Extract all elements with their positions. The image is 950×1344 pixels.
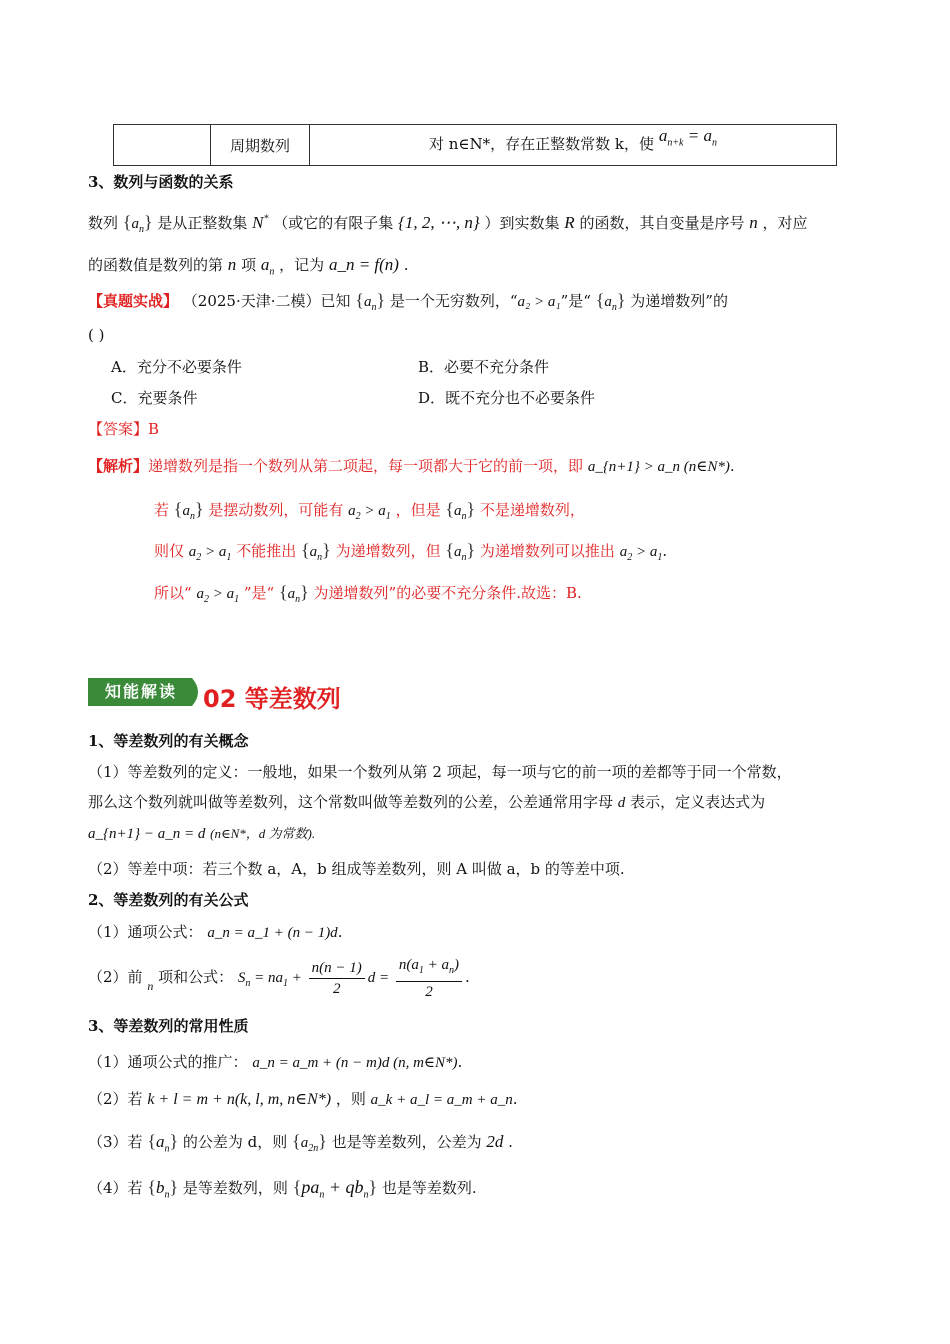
periodic-sequence-table [113, 124, 837, 166]
table-empty-cell [114, 125, 211, 166]
heading-arith-concepts: 1、等差数列的有关概念 [88, 732, 249, 750]
option-c: C．充要条件 [111, 389, 198, 407]
option-b: B．必要不充分条件 [418, 358, 550, 376]
analysis-line1: 【解析】递增数列是指一个数列从第二项起，每一项都大于它的前一项，即 a_{n+1} > a_n (n∈N*). [88, 457, 735, 475]
section-title: 02 等差数列 [203, 685, 341, 713]
arith-definition-line1: （1）等差数列的定义：一般地，如果一个数列从第 2 项起，每一项与它的前一项的差都等于同一个常数， [88, 763, 792, 781]
answer-tag: 【答案】 [88, 420, 149, 438]
arith-middle-term: （2）等差中项：若三个数 a，A，b 组成等差数列，则 A 叫做 a，b 的等差中项. [88, 860, 625, 878]
property-2: （2）若 k + l = m + n(k, l, m, n∈N*) ，则 a_k + a_l = a_m + a_n. [88, 1090, 518, 1108]
analysis-line4: 所以“ $a_2 > a_1$ ”是“ $\{a_n\}$ 为递增数列”的必要不充分条件.故选：B. [154, 582, 582, 605]
sum-formula: （2）前 $_n$ 项和公式： $S_n = na_1$ + $\frac{n(n - 1)}{2}$ d = $\frac{n(a_1 + a_n)}{2}$ . [88, 957, 470, 1000]
table-name-cell: 周期数列 [211, 125, 310, 166]
heading-arith-properties: 3、等差数列的常用性质 [88, 1017, 249, 1035]
exam-question: 【真题实战】 （2025·天津·二模）已知 $\{a_n\}$ 是一个无穷数列，“a₂ > a₁”是“ $\{a_n\}$ 为递增数列”的 [88, 290, 728, 313]
paragraph-sequence-function-line1: 数列 $\{a_n\}$ 是从正整数集 N* （或它的有限子集 {1, 2, ⋯, n} ）到实数集 R 的函数，其自变量是序号 n ，对应 [88, 212, 808, 235]
answer-blank: ( ) [88, 326, 105, 344]
table-definition-formula: $a_{n+k} = a_n$ [658, 126, 717, 149]
analysis-line3: 则仅 $a_2 > a_1$ 不能推出 $\{a_n\}$ 为递增数列，但 $\{a_n\}$ 为递增数列可以推出 $a_2 > a_1$. [154, 540, 668, 563]
answer-value: B [148, 420, 160, 438]
analysis-line2: 若 $\{a_n\}$ 是摆动数列，可能有 $a_2 > a_1$ ，但是 $\{a_n\}$ 不是递增数列， [154, 499, 585, 522]
property-3: （3）若 $\{a_n\}$ 的公差为 d，则 $\{a_{2n}\}$ 也是等差数列，公差为 2d . [88, 1131, 513, 1155]
section-badge-label: 知能解读 [104, 682, 177, 701]
table-definition-cell [310, 125, 837, 166]
section-badge [88, 678, 206, 706]
exam-tag: 【真题实战】 [88, 292, 179, 310]
option-d: D．既不充分也不必要条件 [418, 389, 596, 407]
arith-definition-line2: 那么这个数列就叫做等差数列，这个常数叫做等差数列的公差，公差通常用字母 d 表示，定义表达式为 [88, 793, 766, 811]
table-row [114, 125, 837, 166]
heading-sequence-function: 3、数列与函数的关系 [88, 173, 234, 191]
sum-formula-expression: $S_n = na_1$ + $\frac{n(n - 1)}{2}$ d = $\frac{n(a_1 + a_n)}{2}$ [238, 970, 465, 986]
general-term-formula: （1）通项公式： a_n = a_1 + (n − 1)d. [88, 923, 343, 941]
finite-subset: {1, 2, ⋯, n} [398, 213, 480, 232]
heading-arith-formulas: 2、等差数列的有关公式 [88, 891, 249, 909]
table-definition-text: 对 n∈N*，存在正整数常数 k，使 [429, 135, 655, 154]
paragraph-sequence-function-line2: 的函数值是数列的第 n 项 $a_n$ ，记为 a_n = f(n) . [88, 255, 409, 278]
arith-definition-line3: a_{n+1} − a_n = d (n∈N*，d 为常数). [88, 826, 316, 842]
property-4: （4）若 $\{b_n\}$ 是等差数列，则 $\{pa_n + qb_n\}$ 也是等差数列. [88, 1177, 477, 1201]
property-1: （1）通项公式的推广： a_n = a_m + (n − m)d (n, m∈N*). [88, 1053, 463, 1071]
definition-formula: a_{n+1} − a_n = d [88, 826, 206, 842]
option-a: A．充分不必要条件 [111, 358, 242, 376]
answer-line [88, 418, 159, 439]
function-notation: a_n = f(n) [328, 255, 399, 274]
